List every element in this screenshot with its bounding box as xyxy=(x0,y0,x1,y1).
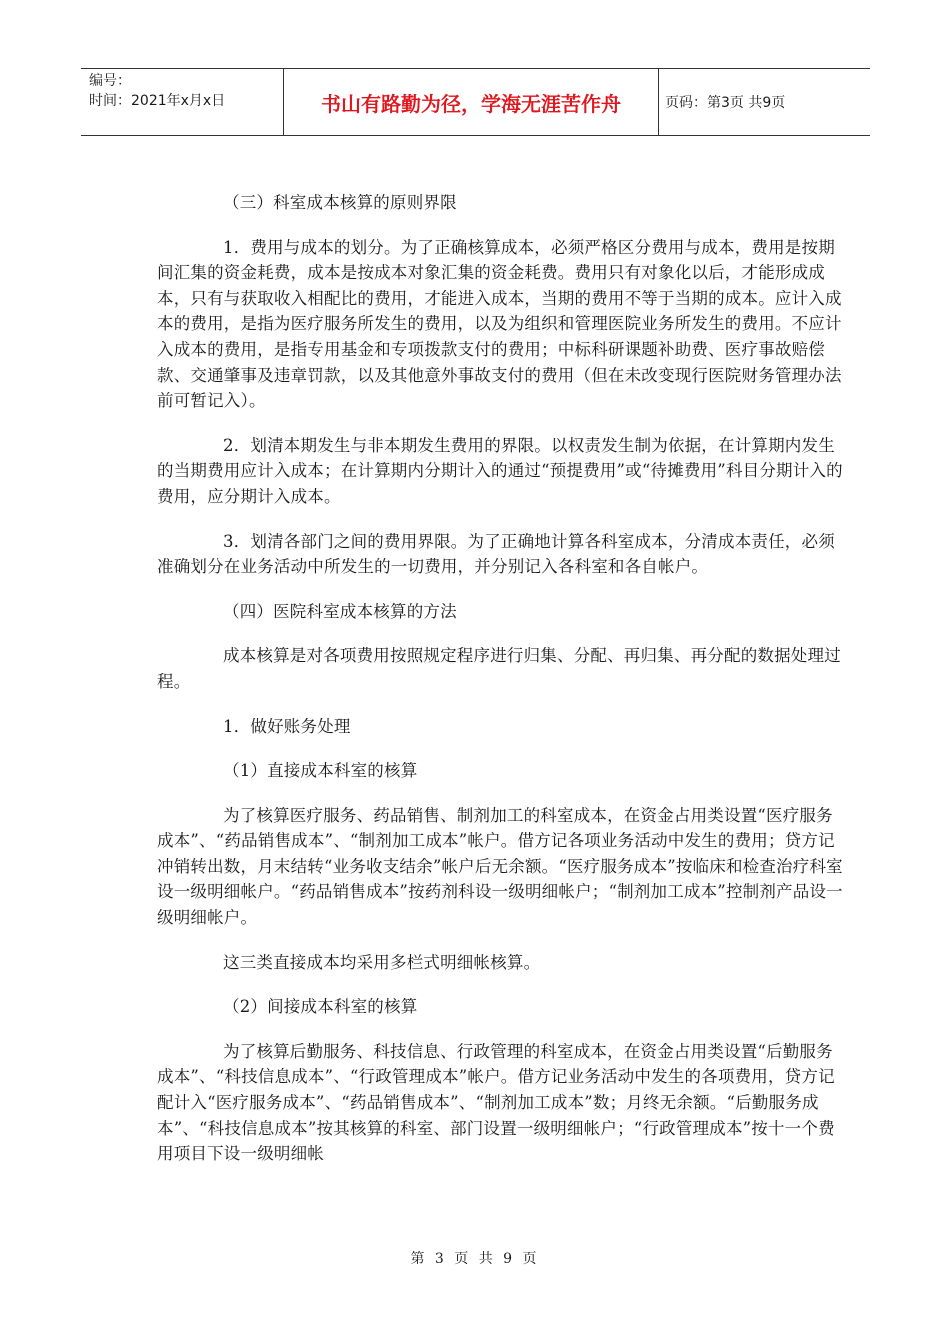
subsection-heading: （1）直接成本科室的核算 xyxy=(223,761,418,781)
header-motto: 书山有路勤为径，学海无涯苦作舟 xyxy=(284,69,659,135)
subsection-heading: 1．做好账务处理 xyxy=(223,716,351,736)
paragraph: 成本核算是对各项费用按照规定程序进行归集、分配、再归集、再分配的数据处理过程。 xyxy=(157,646,841,691)
subsection-heading: （2）间接成本科室的核算 xyxy=(223,997,418,1017)
paragraph: 为了核算医疗服务、药品销售、制剂加工的科室成本，在资金占用类设置“医疗服务成本”、“药品销售成本”、“制剂加工成本”帐户。借方记各项业务活动中发生的费用；贷方记冲销转出数，月末结转“业务收支结余”帐户后无余额。“医疗服务成本”按临床和检查治疗科室设一级明细帐户。“药品销售成本”按药剂科设一级明细帐户；“制剂加工成本”控制剂产品设一级明细帐户。 xyxy=(157,805,843,928)
paragraph: 3．划清各部门之间的费用界限。为了正确地计算各科室成本，分清成本责任，必须准确划分在业务活动中所发生的一切费用，并分别记入各科室和各自帐户。 xyxy=(157,531,835,577)
section-heading: （四）医院科室成本核算的方法 xyxy=(223,601,457,621)
paragraph: 1．费用与成本的划分。为了正确核算成本，必须严格区分费用与成本，费用是按期间汇集的资金耗费，成本是按成本对象汇集的资金耗费。费用只有对象化以后，才能形成成本，只有与获取收入相配比的费用，才能进入成本，当期的费用不等于当期的成本。应计入成本的费用，是指为医疗服务所发生的费用，以及为组织和管理医院业务所发生的费用。不应计入成本的费用，是指专用基金和专项拨款支付的费用；中标科研课题补助费、医疗事故赔偿款、交通肇事及违章罚款，以及其他意外事故支付的费用（但在未改变现行医院财务管理办法前可暂记入）。 xyxy=(157,237,842,411)
document-body xyxy=(157,190,847,1186)
header-page-info: 页码：第3页 共9页 xyxy=(665,95,786,111)
document-date: 时间：2021年x月x日 xyxy=(89,93,226,109)
section-heading: （三）科室成本核算的原则界限 xyxy=(223,193,457,212)
header-meta xyxy=(81,69,284,135)
paragraph: 这三类直接成本均采用多栏式明细帐核算。 xyxy=(223,952,541,972)
paragraph: 为了核算后勤服务、科技信息、行政管理的科室成本，在资金占用类设置“后勤服务成本”、“科技信息成本”、“行政管理成本”帐户。借方记业务活动中发生的各项费用，贷方记配计入“医疗服务成本”、“药品销售成本”、“制剂加工成本”数；月终无余额。“后勤服务成本”、“科技信息成本”按其核算的科室、部门设置一级明细帐户；“行政管理成本”按十一个费用项目下设一级明细帐 xyxy=(157,1041,835,1164)
page-header xyxy=(81,68,870,136)
page-footer: 第 3 页 共 9 页 xyxy=(410,1251,540,1267)
paragraph: 2．划清本期发生与非本期发生费用的界限。以权责发生制为依据，在计算期内发生的当期费用应计入成本；在计算期内分期计入的通过“预提费用”或“待摊费用”科目分期计入的费用，应分期计入成本。 xyxy=(157,435,843,506)
document-number: 编号： xyxy=(89,73,131,89)
